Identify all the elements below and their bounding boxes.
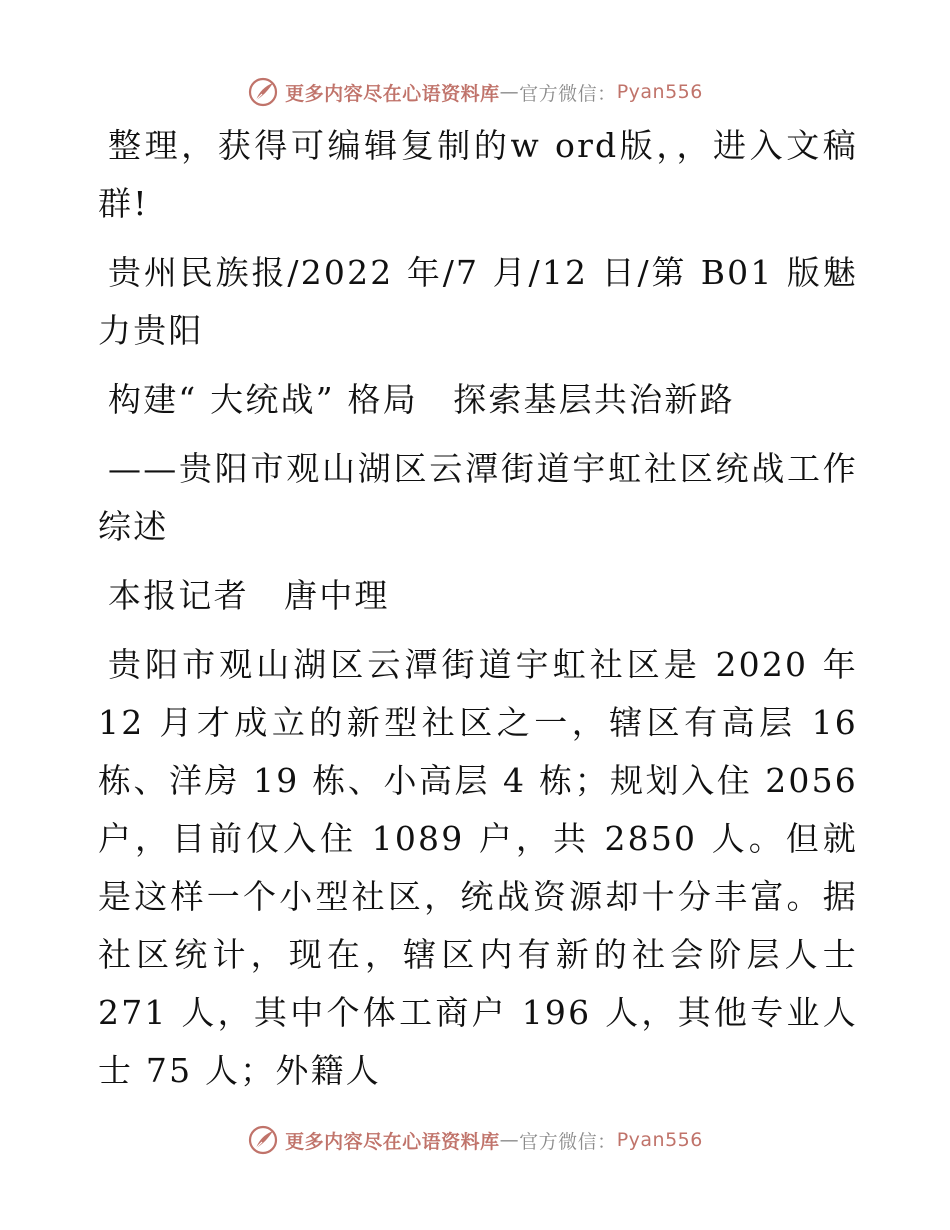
watermark-separator: —	[499, 81, 520, 103]
footer-watermark	[0, 1118, 950, 1162]
watermark-account: Pyan556	[616, 1129, 703, 1151]
watermark-brand: 更多内容尽在心语资料库	[285, 1130, 500, 1153]
article-subtitle: ——贵阳市观山湖区云潭街道宇虹社区统战工作综述	[98, 449, 858, 546]
document-body	[98, 117, 858, 1111]
watermark-separator: —	[499, 1129, 520, 1151]
paragraph-source: 贵州民族报/2022 年/7 月/12 日/第 B01 版魅力贵阳	[98, 253, 858, 350]
article-title: 构建“ 大统战” 格局 探索基层共治新路	[108, 380, 735, 419]
watermark-contact: 官方微信：	[519, 1130, 617, 1153]
paragraph-note: 整理，获得可编辑复制的w ord版，，进入文稿群!	[98, 126, 858, 223]
article-byline: 本报记者 唐中理	[108, 576, 390, 615]
article-body-paragraph: 贵阳市观山湖区云潭街道宇虹社区是 2020 年 12 月才成立的新型社区之一，辖区有高层 16栋、洋房 19 栋、小高层 4 栋；规划入住 2056 户，目前仅入住 1089 户，共 2850 人。但就是这样一个小型社区，统战资源却十分丰富。据社区统计，现在，辖区内有新的社会阶层人士 271 人，其中个体工商户 196 人，其他专业人士 75 人；外籍人	[98, 645, 858, 1090]
feather-pen-logo-icon	[247, 76, 279, 108]
header-watermark	[0, 70, 950, 114]
feather-pen-logo-icon	[247, 1124, 279, 1156]
watermark-brand: 更多内容尽在心语资料库	[285, 82, 500, 105]
watermark-account: Pyan556	[616, 81, 703, 103]
watermark-contact: 官方微信：	[519, 82, 617, 105]
